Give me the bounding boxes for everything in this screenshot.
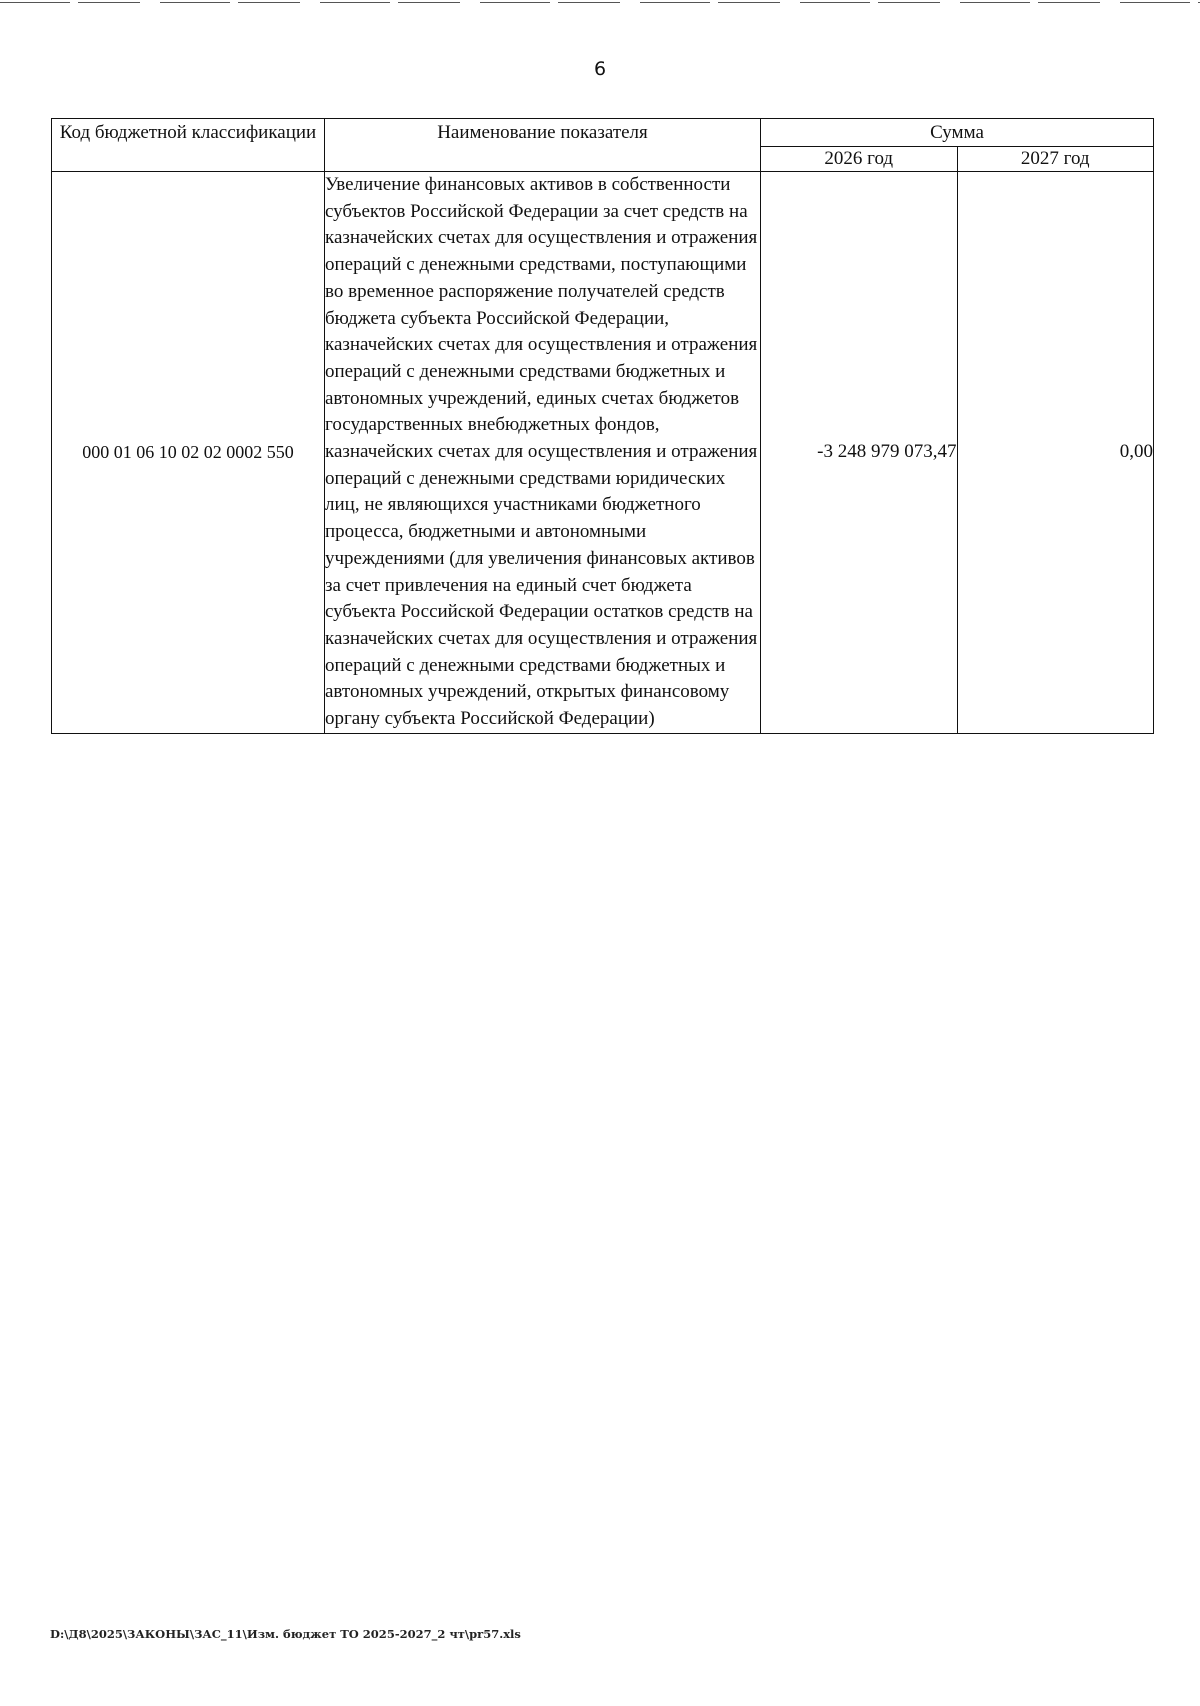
row-amount-2027: 0,00 xyxy=(957,172,1154,734)
scan-top-rule xyxy=(0,2,1200,3)
table-row xyxy=(52,172,1154,734)
page-number: 6 xyxy=(593,58,607,80)
row-code: 000 01 06 10 02 02 0002 550 xyxy=(52,172,325,734)
table-header-row xyxy=(52,119,1154,147)
header-code: Код бюджетной классификации xyxy=(52,119,325,172)
header-sum: Сумма xyxy=(761,119,1154,147)
budget-table xyxy=(51,118,1154,734)
header-year-2027: 2027 год xyxy=(957,147,1154,172)
row-amount-2026: -3 248 979 073,47 xyxy=(761,172,958,734)
footer-file-path: D:\Д8\2025\ЗАКОНЫ\ЗАС_11\Изм. бюджет ТО 2025-2027_2 чт\pr57.xls xyxy=(50,1627,521,1641)
header-year-2026: 2026 год xyxy=(761,147,958,172)
row-name: Увеличение финансовых активов в собственности субъектов Российской Федерации за счет средств на казначейских счетах для осуществления и отражения операций с денежными средствами, поступающими во временное распоряжение получателей средств бюджета субъекта Российской Федерации, казначейских счетах для осуществления и отражения операций с денежными средствами бюджетных и автономных учреждений, единых счетах бюджетов государственных внебюджетных фондов, казначейских счетах для осуществления и отражения операций с денежными средствами юридических лиц, не являющихся участниками бюджетного процесса, бюджетными и автономными учреждениями (для увеличения финансовых активов за счет привлечения на единый счет бюджета субъекта Российской Федерации остатков средств на казначейских счетах для осуществления и отражения операций с денежными средствами бюджетных и автономных учреждений, открытых финансовому органу субъекта Российской Федерации) xyxy=(325,172,761,734)
header-name: Наименование показателя xyxy=(325,119,761,172)
